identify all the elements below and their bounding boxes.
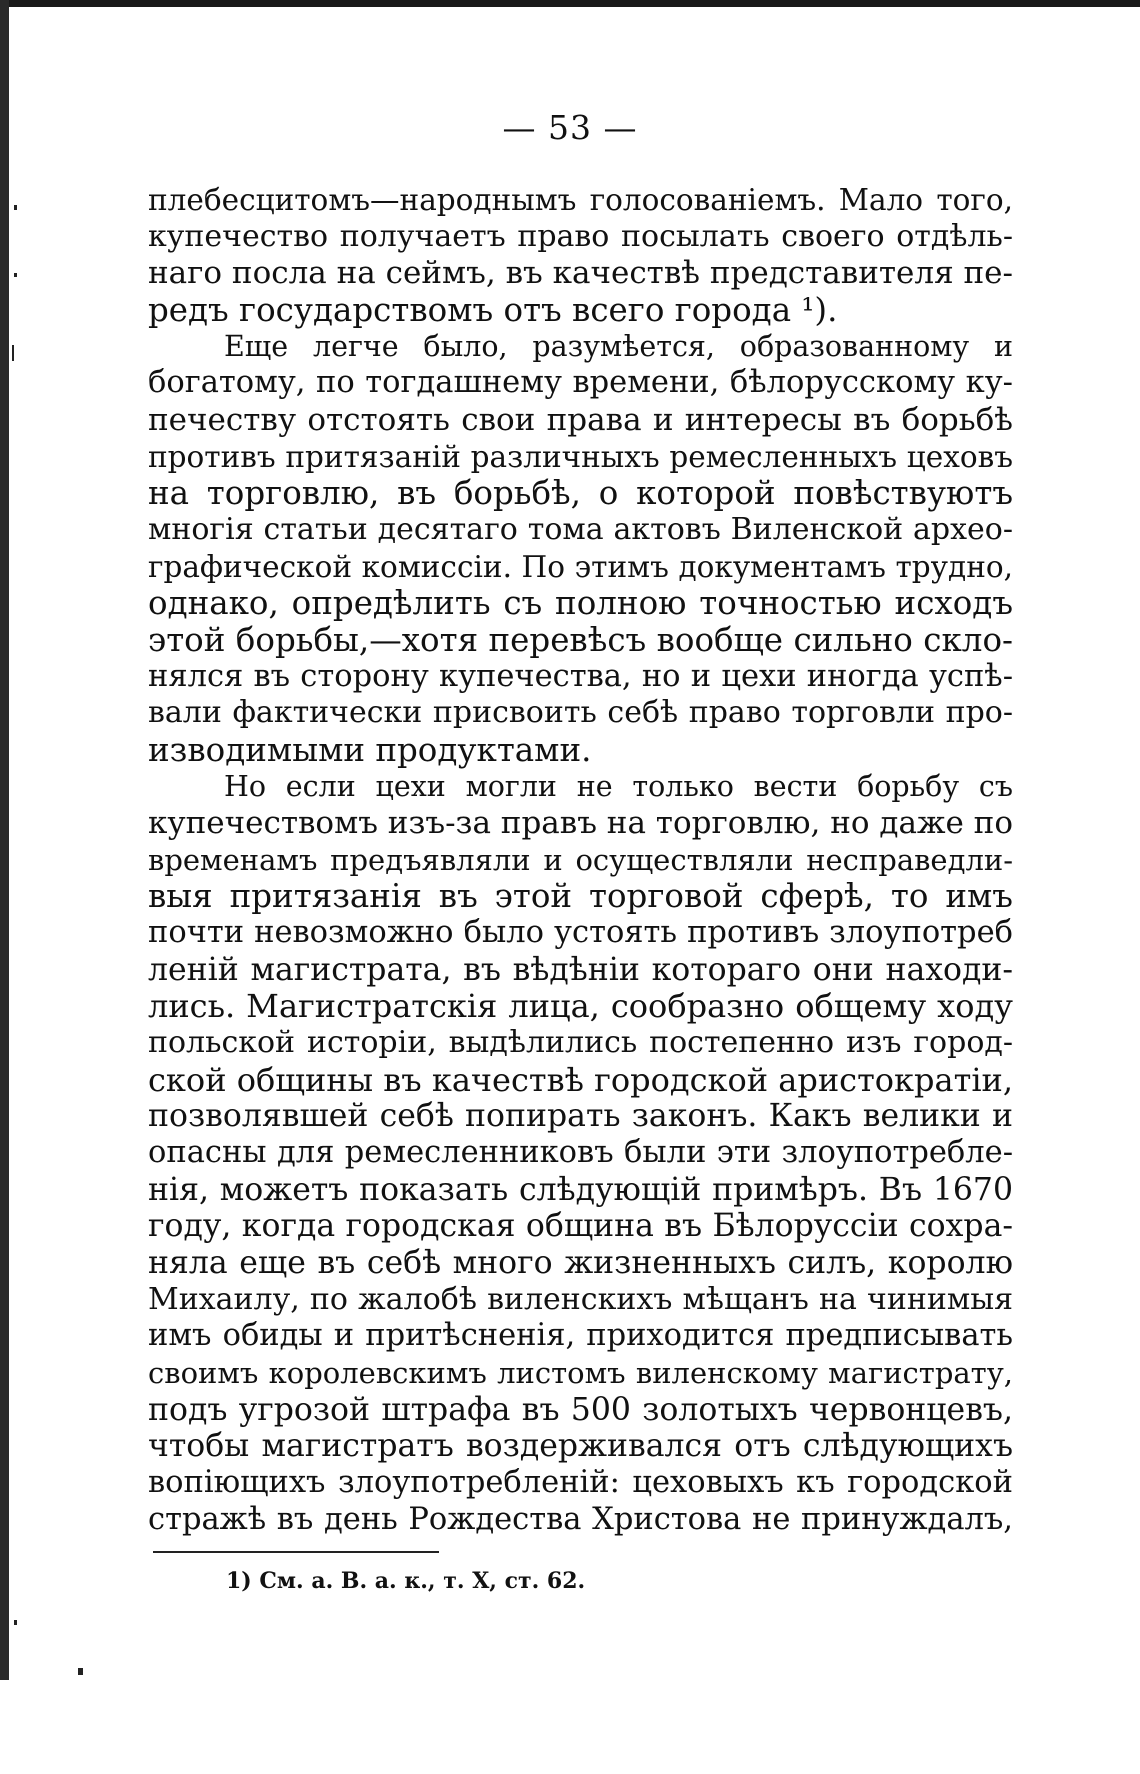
text-line: имъ обиды и притѣсненія, приходится предписывать: [148, 1318, 1013, 1354]
edge-speck: [14, 205, 17, 210]
text-line: редъ государствомъ отъ всего города ¹).: [148, 290, 838, 329]
text-line: нялся въ сторону купечества, но и цехи иногда успѣ-: [148, 658, 1013, 694]
text-line: однако, опредѣлить съ полною точностью исходъ: [148, 584, 1013, 623]
text-line: польской исторіи, выдѣлились постепенно изъ город-: [148, 1025, 1013, 1061]
text-line: Еще легче было, разумѣется, образованному и: [224, 329, 1013, 363]
text-line: Михаилу, по жалобѣ виленскихъ мѣщанъ на чинимыя: [148, 1281, 1013, 1317]
left-scan-edge: [0, 0, 9, 1680]
footnote-separator: [153, 1551, 439, 1553]
text-line: плебесцитомъ—народнымъ голосованіемъ. Мало того,: [148, 183, 1013, 217]
text-line: няла еще въ себѣ много жизненныхъ силъ, королю: [148, 1245, 1013, 1282]
text-line: печеству отстоять свои права и интересы въ борьбѣ: [148, 401, 1013, 438]
text-line: опасны для ремесленниковъ были эти злоупотребле-: [148, 1135, 1013, 1171]
text-line: своимъ королевскимъ листомъ виленскому магистрату,: [148, 1356, 1013, 1390]
text-line: временамъ предъявляли и осуществляли несправедли-: [148, 842, 1013, 877]
text-line: подъ угрозой штрафа въ 500 золотыхъ червонцевъ,: [148, 1391, 1013, 1428]
text-line: лись. Магистратскія лица, сообразно общему ходу: [148, 987, 1013, 1026]
text-line: позволявшей себѣ попирать законъ. Какъ велики и: [148, 1098, 1013, 1135]
text-line: графической комиссіи. По этимъ документамъ трудно,: [148, 549, 1013, 584]
text-line: нія, можетъ показать слѣдующій примѣръ. Въ 1670: [148, 1171, 1013, 1208]
page-number: — 53 —: [502, 108, 638, 147]
text-line: выя притязанія въ этой торговой сферѣ, то имъ: [148, 877, 1013, 916]
text-line: богатому, по тогдашнему времени, бѣлорусскому ку-: [148, 365, 1013, 401]
footnote: 1) См. а. В. а. к., т. X, ст. 62.: [226, 1568, 586, 1594]
text-line: году, когда городская община въ Бѣлоруссіи сохра-: [148, 1208, 1013, 1245]
text-line: изводимыми продуктами.: [148, 730, 592, 769]
text-line: ской общины въ качествѣ городской аристократіи,: [148, 1060, 1014, 1099]
text-line: на торговлю, въ борьбѣ, о которой повѣствуютъ: [148, 474, 1013, 513]
top-border: [0, 0, 1140, 7]
edge-speck: [14, 273, 17, 277]
edge-speck: [12, 345, 14, 361]
text-line: этой борьбы,—хотя перевѣсъ вообще сильно скло-: [148, 620, 1013, 659]
text-line: вали фактически присвоить себѣ право торговли про-: [148, 695, 1013, 731]
text-line: леній магистрата, въ вѣдѣніи котораго они находи-: [148, 951, 1013, 988]
text-line: наго посла на сеймъ, въ качествѣ представителя пе-: [148, 255, 1013, 292]
edge-speck: [78, 1668, 83, 1675]
body-text: [148, 182, 1013, 1538]
text-line: купечество получаетъ право посылать своего отдѣль-: [148, 218, 1013, 254]
text-line: вопіющихъ злоупотребленій: цеховыхъ къ городской: [148, 1464, 1013, 1500]
edge-speck: [14, 1620, 17, 1625]
text-line: противъ притязаній различныхъ ремесленныхъ цеховъ: [148, 439, 1013, 474]
text-line: почти невозможно было устоять противъ злоупотреб: [148, 915, 1013, 951]
text-line: чтобы магистратъ воздерживался отъ слѣдующихъ: [148, 1428, 1013, 1465]
text-line: купечествомъ изъ-за правъ на торговлю, но даже по: [148, 805, 1014, 842]
text-line: Но если цехи могли не только вести борьбу съ: [224, 769, 1013, 803]
text-line: многія статьи десятаго тома актовъ Виленской архео-: [148, 511, 1013, 547]
text-line: стражѣ въ день Рождества Христова не принуждалъ,: [148, 1501, 1013, 1537]
